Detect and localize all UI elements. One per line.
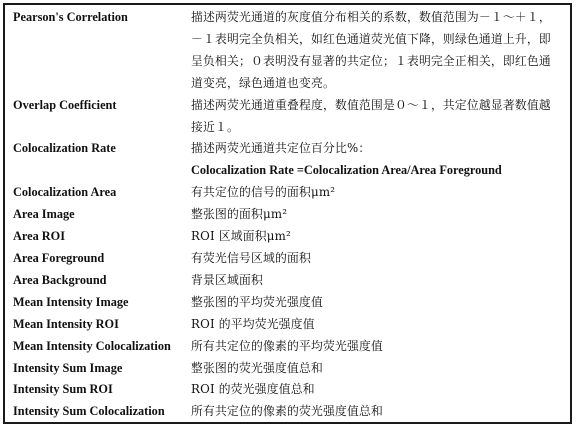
table-row — [5, 204, 570, 226]
table-row — [5, 138, 570, 182]
description-cell: 整张图的面积μm² — [191, 207, 288, 222]
term-cell: Mean Intensity Image — [13, 294, 129, 309]
description-cell: 有共定位的信号的面积μm² — [191, 185, 336, 200]
description-cell: 描述两荧光通道的灰度值分布相关的系数，数值范围为－１～＋１，－１表明完全负相关，如红色通道荧光值下降，则绿色通道上升，即呈负相关；０表明没有显著的共定位；１表明完全正相关，即红色通道变亮，绿色通道也变亮。 — [191, 10, 551, 90]
table-row — [5, 336, 570, 358]
description-cell: 描述两荧光通道重叠程度，数值范围是０～１，共定位越显著数值越接近１。 — [191, 97, 551, 134]
table-row — [5, 314, 570, 336]
description-cell: ROI 区域面积μm² — [191, 229, 291, 244]
term-cell: Area ROI — [13, 229, 66, 244]
description-cell: 整张图的平均荧光强度值 — [191, 294, 323, 309]
term-cell: Area Image — [13, 207, 75, 222]
table-row — [5, 182, 570, 204]
description-cell: 所有共定位的像素的荧光强度值总和 — [191, 404, 383, 419]
definition-table-frame — [3, 3, 572, 424]
description-cell: 整张图的荧光强度值总和 — [191, 360, 323, 375]
term-cell: Intensity Sum Image — [13, 360, 123, 375]
table-row — [5, 379, 570, 401]
term-cell: Intensity Sum ROI — [13, 382, 113, 397]
table-row — [5, 401, 570, 423]
table-row — [5, 358, 570, 380]
term-cell: Colocalization Area — [13, 185, 117, 200]
table-row — [5, 95, 570, 139]
description-cell: 所有共定位的像素的平均荧光强度值 — [191, 338, 383, 353]
term-cell: Colocalization Rate — [13, 141, 116, 156]
term-cell: Area Background — [13, 272, 107, 287]
table-row — [5, 292, 570, 314]
term-cell: Overlap Coefficient — [13, 97, 117, 112]
description-cell: ROI 的荧光强度值总和 — [191, 382, 315, 397]
description-cell: 背景区域面积 — [191, 272, 263, 287]
term-cell: Intensity Sum Colocalization — [13, 404, 165, 419]
description-cell: 有荧光信号区域的面积 — [191, 250, 311, 265]
table-row — [5, 226, 570, 248]
term-cell: Mean Intensity ROI — [13, 316, 119, 331]
term-cell: Area Foreground — [13, 250, 105, 265]
table-row — [5, 248, 570, 270]
term-cell: Pearson's Correlation — [13, 10, 128, 24]
term-cell: Mean Intensity Colocalization — [13, 338, 171, 353]
table-row — [5, 270, 570, 292]
description-text: 描述两荧光通道共定位百分比%： — [191, 141, 371, 156]
definition-table — [5, 7, 570, 423]
description-cell — [187, 138, 570, 182]
formula-text: Colocalization Rate =Colocalization Area/Area Foreground — [191, 163, 502, 178]
table-row — [5, 7, 570, 95]
description-cell: ROI 的平均荧光强度值 — [191, 316, 315, 331]
